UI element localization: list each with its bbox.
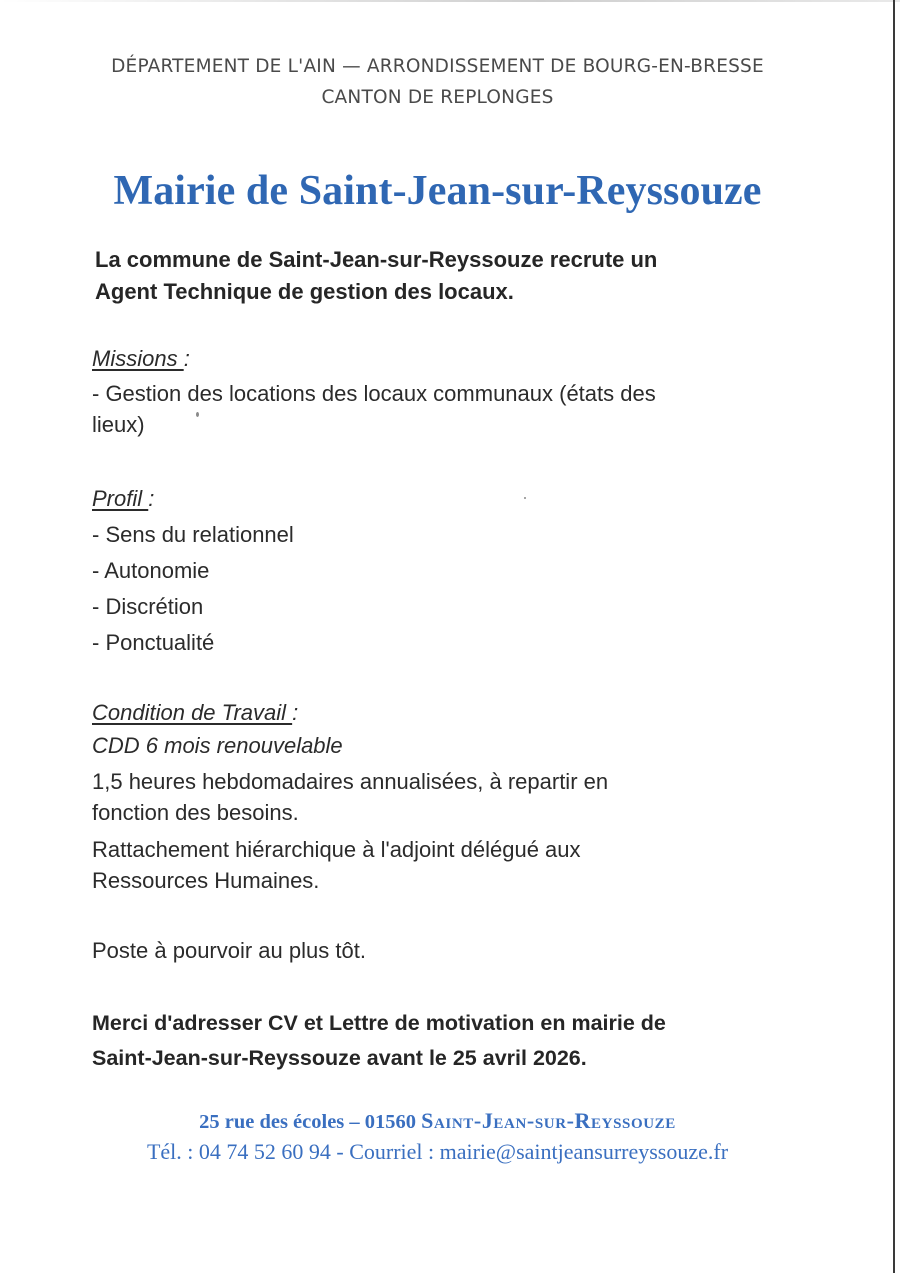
page-title: Mairie de Saint-Jean-sur-Reyssouze: [113, 168, 762, 214]
intro-line-2: Agent Technique de gestion des locaux.: [95, 279, 514, 304]
missions-item-1: - Gestion des locations des locaux communaux (états des: [92, 381, 656, 406]
profil-item-4: - Ponctualité: [92, 630, 215, 655]
footer-contact: Tél. : 04 74 52 60 94 - Courriel : mairie@saintjeansurreyssouze.fr: [146, 1139, 729, 1164]
scan-right-edge: [893, 0, 895, 1273]
conditions-heading: [92, 696, 812, 729]
profil-heading-colon: :: [148, 486, 155, 511]
profil-heading-text: Profil: [92, 486, 149, 511]
footer-address: [0, 1108, 875, 1134]
footer-city: Saint-Jean-sur-Reyssouze: [421, 1108, 676, 1133]
profil-item-2: - Autonomie: [92, 558, 210, 583]
header-department-line: DÉPARTEMENT DE L'AIN — ARRONDISSEMENT DE BOURG-EN-BRESSE: [111, 56, 764, 77]
profil-heading: [92, 481, 812, 517]
missions-heading-text: Missions: [92, 346, 184, 371]
conditions-hierarchy-line-2: Ressources Humaines.: [92, 868, 320, 893]
application-paragraph: [92, 1006, 812, 1076]
scan-speck: [196, 412, 199, 417]
missions-item-2: lieux): [92, 412, 145, 437]
conditions-heading-text: Condition de Travail: [92, 700, 293, 725]
scan-top-edge: [0, 0, 900, 2]
conditions-section: [92, 696, 812, 896]
missions-heading-colon: :: [183, 346, 190, 371]
conditions-contract: CDD 6 mois renouvelable: [92, 733, 343, 758]
missions-heading: [92, 342, 812, 375]
availability-text: Poste à pourvoir au plus tôt.: [92, 938, 366, 963]
header-canton-line: CANTON DE REPLONGES: [321, 87, 554, 108]
footer-street: 25 rue des écoles – 01560: [199, 1111, 422, 1133]
application-line-1: Merci d'adresser CV et Lettre de motivation en mairie de: [92, 1011, 666, 1035]
application-line-2: Saint-Jean-sur-Reyssouze avant le 25 avril 2026.: [92, 1046, 587, 1070]
intro-line-1: La commune de Saint-Jean-sur-Reyssouze recrute un: [95, 247, 658, 272]
conditions-hierarchy-line-1: Rattachement hiérarchique à l'adjoint délégué aux: [92, 837, 581, 862]
conditions-hours-line-2: fonction des besoins.: [92, 800, 299, 825]
conditions-hours-line-1: 1,5 heures hebdomadaires annualisées, à repartir en: [92, 769, 609, 794]
profil-item-3: - Discrétion: [92, 594, 204, 619]
missions-section: [92, 342, 812, 440]
intro-paragraph: [95, 244, 795, 308]
profil-section: [92, 481, 812, 661]
profil-item-1: - Sens du relationnel: [92, 522, 294, 547]
scan-speck: [524, 497, 526, 499]
conditions-heading-colon: :: [292, 700, 299, 725]
